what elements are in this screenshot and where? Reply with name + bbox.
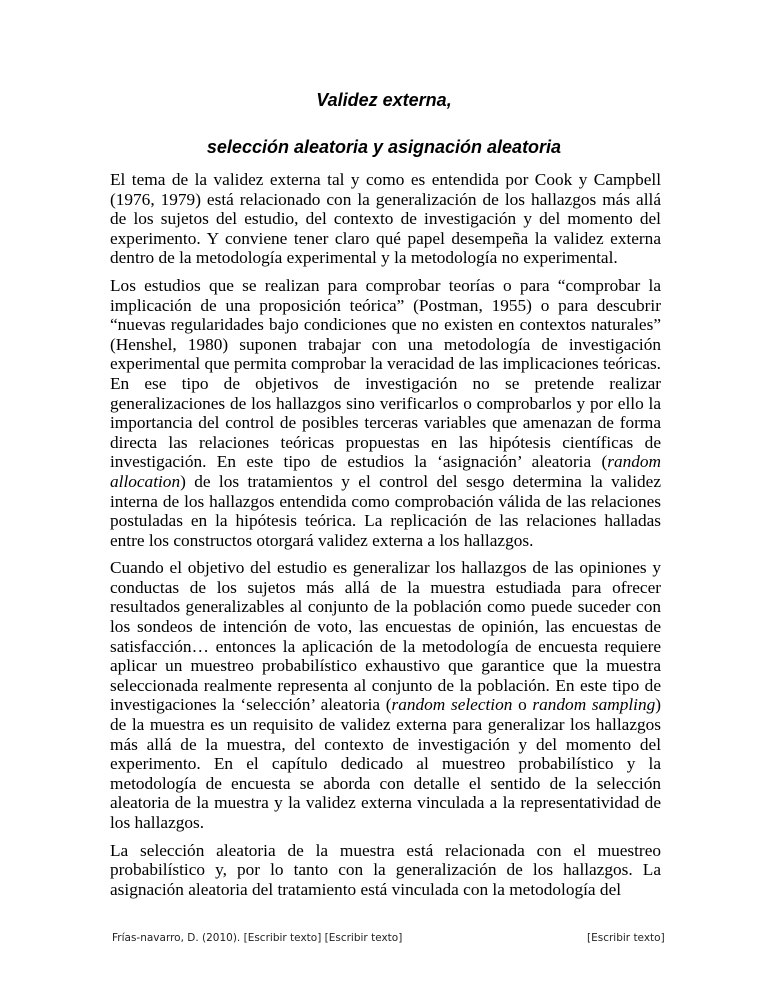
- paragraph: [110, 276, 661, 550]
- text-run: Los estudios que se realizan para comprobar teorías o para “comprobar la implicación de una proposición teórica” (Postman, 1955) o para descubrir “nuevas regularidades bajo condiciones que no existen en contextos naturales” (Henshel, 1980) suponen trabajar con una metodología de investigación experimental que permita comprobar la veracidad de las implicaciones teóricas. En ese tipo de objetivos de investigación no se pretende realizar generalizaciones de los hallazgos sino verificarlos o comprobarlos y por ello la importancia del control de posibles terceras variables que amenazan de forma directa las relaciones teóricas propuestas en las hipótesis científicas de investigación. En este tipo de estudios la ‘asignación’ aleatoria (: [110, 275, 661, 472]
- text-run: La selección aleatoria de la muestra está relacionada con el muestreo probabilístico y, por lo tanto con la generalización de los hallazgos. La asignación aleatoria del tratamiento está vinculada con la metodología del: [110, 840, 661, 899]
- italic-term: random sampling: [532, 695, 656, 715]
- paragraph: [110, 841, 661, 900]
- text-run: Cuando el objetivo del estudio es generalizar los hallazgos de las opiniones y conductas de los sujetos más allá de la muestra estudiada para ofrecer resultados generalizables al conjunto de la población como puede suceder con los sondeos de intención de voto, las encuestas de opinión, las encuestas de satisfacción… entonces la aplicación de la metodología de encuesta requiere aplicar un muestreo probabilístico exhaustivo que garantice que la muestra seleccionada realmente representa al conjunto de la población. En este tipo de investigaciones la ‘selección’ aleatoria (: [110, 558, 661, 715]
- paragraph: [110, 170, 661, 268]
- text-run: El tema de la validez externa tal y como es entendida por Cook y Campbell (1976, 1979) está relacionado con la generalización de los hallazgos más allá de los sujetos del estudio, del contexto de investigación y del momento del experimento. Y conviene tener claro qué papel desempeña la validez externa dentro de la metodología experimental y la metodología no experimental.: [110, 170, 661, 268]
- title-line-1: Validez externa,: [316, 90, 452, 110]
- footer-left: Frías-navarro, D. (2010). [Escribir texto] [Escribir texto]: [112, 932, 403, 944]
- document-body: [110, 170, 661, 907]
- title-line-2: selección aleatoria y asignación aleatoria: [206, 137, 562, 157]
- italic-term: random allocation: [110, 452, 661, 491]
- footer-right: [Escribir texto]: [587, 932, 665, 944]
- text-run: ) de los tratamientos y el control del sesgo determina la validez interna de los hallazgos entendida como comprobación válida de las relaciones postuladas en la hipótesis teórica. La replicación de las relaciones halladas entre los constructos otorgará validez externa a los hallazgos.: [110, 471, 661, 550]
- text-run: ) de la muestra es un requisito de validez externa para generalizar los hallazgos más allá de la muestra, del contexto de investigación y del momento del experimento. En el capítulo dedicado al muestreo probabilístico y la metodología de encuesta se aborda con detalle el sentido de la selección aleatoria de la muestra y la validez externa vinculada a la representatividad de los hallazgos.: [110, 695, 661, 832]
- italic-term: random selection: [391, 695, 513, 715]
- text-run: o: [512, 695, 533, 715]
- paragraph: [110, 558, 661, 832]
